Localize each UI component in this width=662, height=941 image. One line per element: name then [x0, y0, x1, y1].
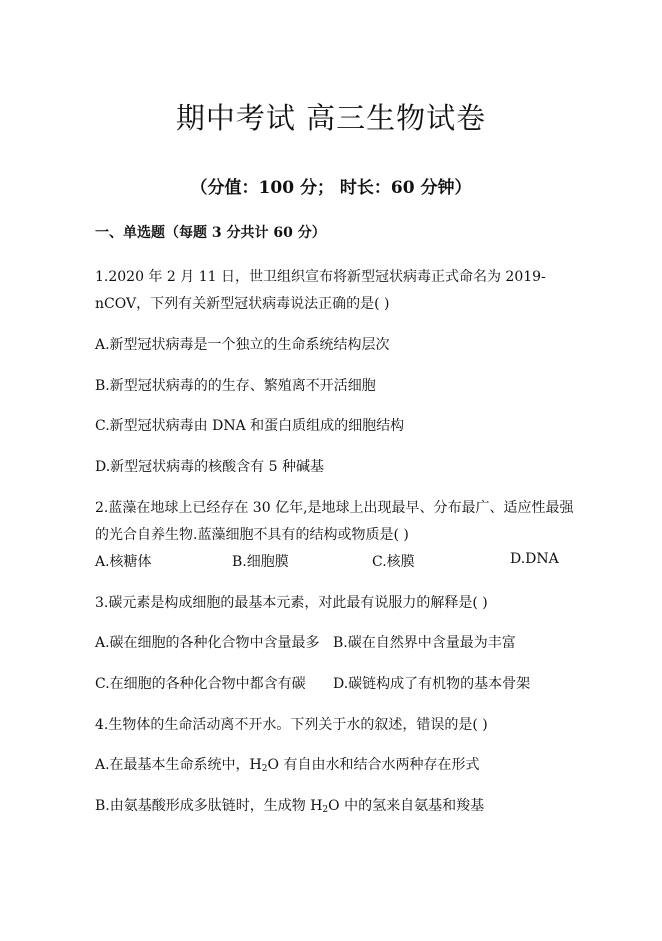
q2-option-d: D.DNA [510, 551, 559, 567]
q1-option-a: A.新型冠状病毒是一个独立的生命系统结构层次 [95, 337, 390, 353]
q4-option-a [95, 754, 479, 774]
q4-option-b-post: O 中的氢来自氨基和羧基 [328, 798, 485, 814]
q4-option-b [95, 795, 484, 815]
q1-stem-line1: 1.2020 年 2 月 11 日，世卫组织宣布将新型冠状病毒正式命名为 2019- [95, 269, 546, 285]
q1-option-c: C.新型冠状病毒由 DNA 和蛋白质组成的细胞结构 [95, 418, 405, 434]
page-title: 期中考试 高三生物试卷 [175, 101, 487, 135]
q2-stem-line1: 2.蓝藻在地球上已经存在 30 亿年,是地球上出现最早、分布最广、适应性最强 [95, 500, 574, 516]
q4-option-a-post: O 有自由水和结合水两种存在形式 [267, 757, 480, 773]
q4-option-a-pre: A.在最基本生命系统中，H [95, 757, 262, 773]
q1-option-d: D.新型冠状病毒的核酸含有 5 种碱基 [95, 459, 324, 475]
q1-option-b: B.新型冠状病毒的的生存、繁殖离不开活细胞 [95, 378, 376, 394]
q4-option-b-pre: B.由氨基酸形成多肽链时，生成物 H [95, 798, 323, 814]
q3-option-c: C.在细胞的各种化合物中都含有碳 [95, 676, 306, 692]
q4-option-b-sub: 2 [322, 805, 329, 815]
q3-option-d: D.碳链构成了有机物的基本骨架 [333, 676, 531, 692]
section-heading: 一、单选题（每题 3 分共计 60 分） [95, 225, 326, 241]
q4-stem: 4.生物体的生命活动离不开水。下列关于水的叙述，错误的是( ) [95, 717, 488, 733]
exam-info: （分值：100 分； 时长：60 分钟） [190, 178, 472, 198]
q2-option-a: A.核糖体 [95, 554, 152, 570]
q4-option-a-sub: 2 [261, 764, 268, 774]
q3-option-a: A.碳在细胞的各种化合物中含量最多 [95, 635, 320, 651]
q2-option-c: C.核膜 [372, 554, 415, 570]
q2-option-b: B.细胞膜 [232, 554, 289, 570]
q2-stem-line2: 的光合自养生物.蓝藻细胞不具有的结构或物质是( ) [95, 527, 409, 543]
q2-options-row [95, 551, 565, 569]
q1-stem-line2: nCOV，下列有关新型冠状病毒说法正确的是( ) [95, 296, 390, 312]
q3-option-b: B.碳在自然界中含量最为丰富 [333, 635, 516, 651]
q3-stem: 3.碳元素是构成细胞的最基本元素，对此最有说服力的解释是( ) [95, 595, 488, 611]
